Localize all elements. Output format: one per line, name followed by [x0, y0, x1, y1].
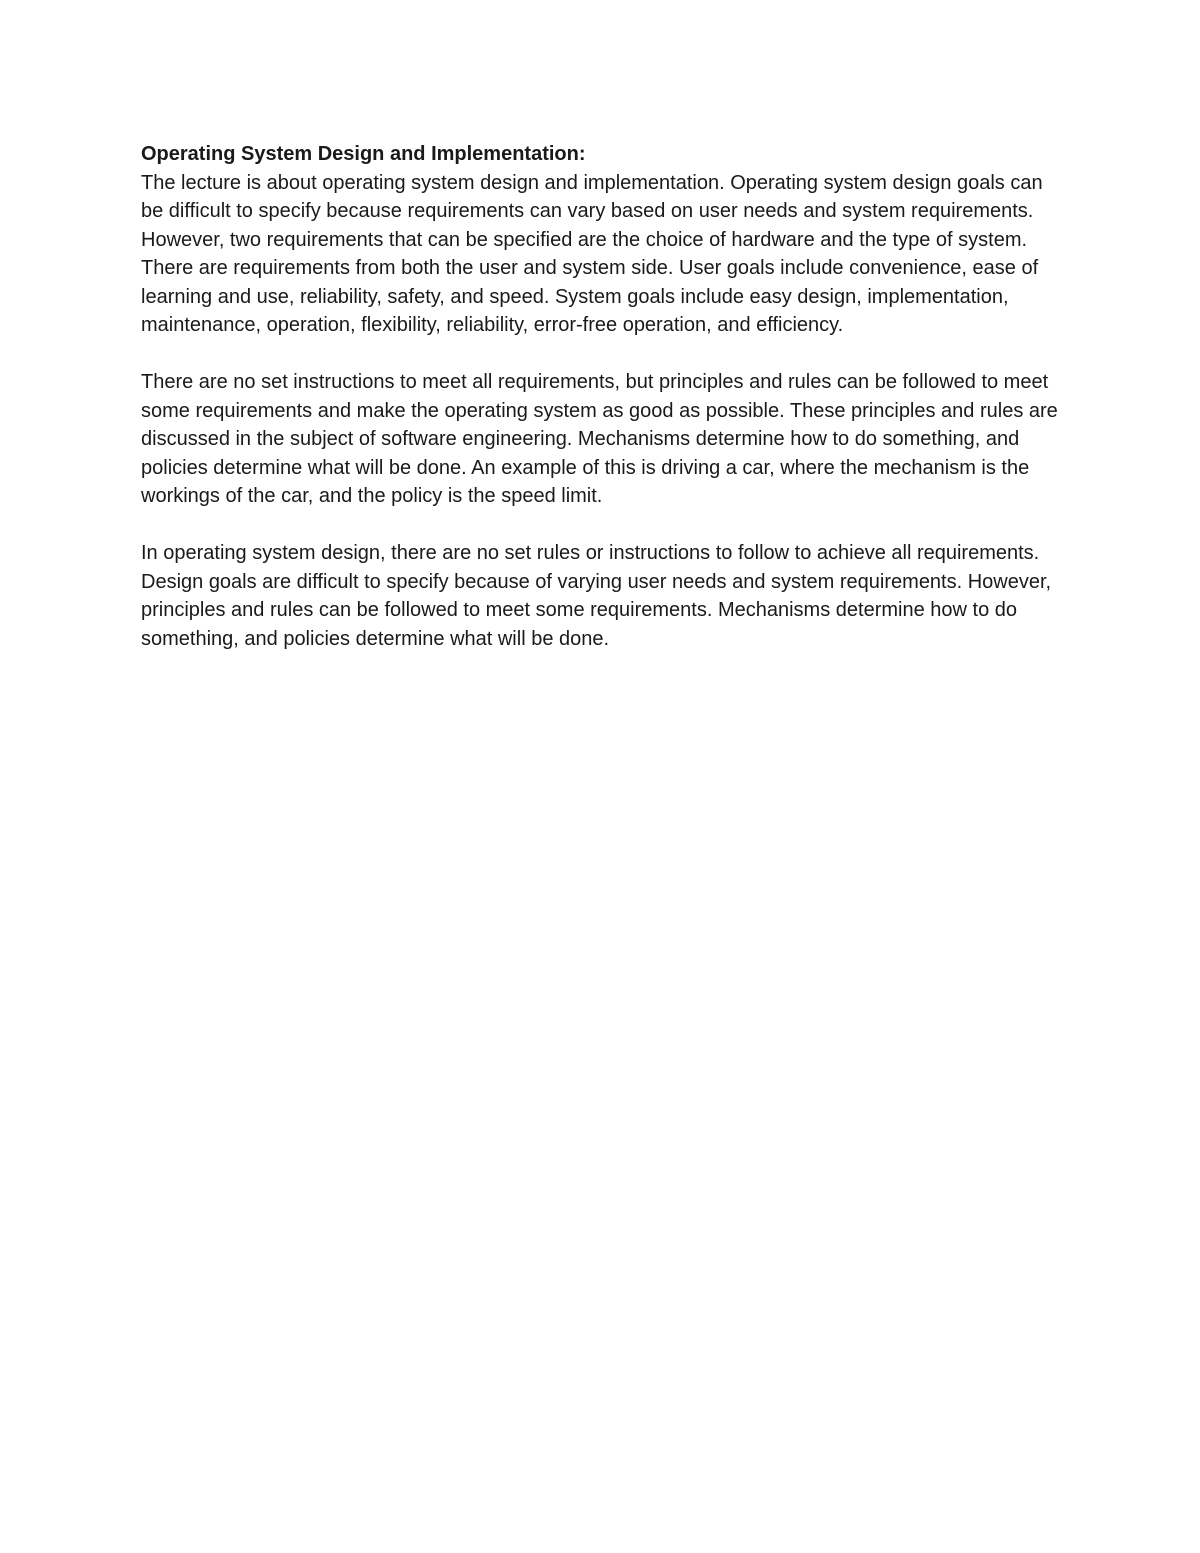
paragraph-principles: There are no set instructions to meet all requirements, but principles and rules can be followed to meet some requirements and make the operating system as good as possible. These principles and rules are discussed in the subject of software engineering. Mechanisms determine how to do something, and policies determine what will be done. An example of this is driving a car, where the mechanism is the workings of the car, and the policy is the speed limit.: [141, 371, 1058, 507]
paragraph-intro: The lecture is about operating system design and implementation. Operating system design goals can be difficult to specify because requirements can vary based on user needs and system requirements. However, two requirements that can be specified are the choice of hardware and the type of system. There are requirements from both the user and system side. User goals include convenience, ease of learning and use, reliability, safety, and speed. System goals include easy design, implementation, maintenance, operation, flexibility, reliability, error-free operation, and efficiency.: [141, 171, 1043, 336]
paragraph-summary: In operating system design, there are no set rules or instructions to follow to achieve all requirements. Design goals are difficult to specify because of varying user needs and system requirements. However, principles and rules can be followed to meet some requirements. Mechanisms determine how to do something, and policies determine what will be done.: [141, 542, 1052, 650]
document-body: [141, 140, 1061, 682]
document-title: Operating System Design and Implementation:: [141, 143, 586, 165]
